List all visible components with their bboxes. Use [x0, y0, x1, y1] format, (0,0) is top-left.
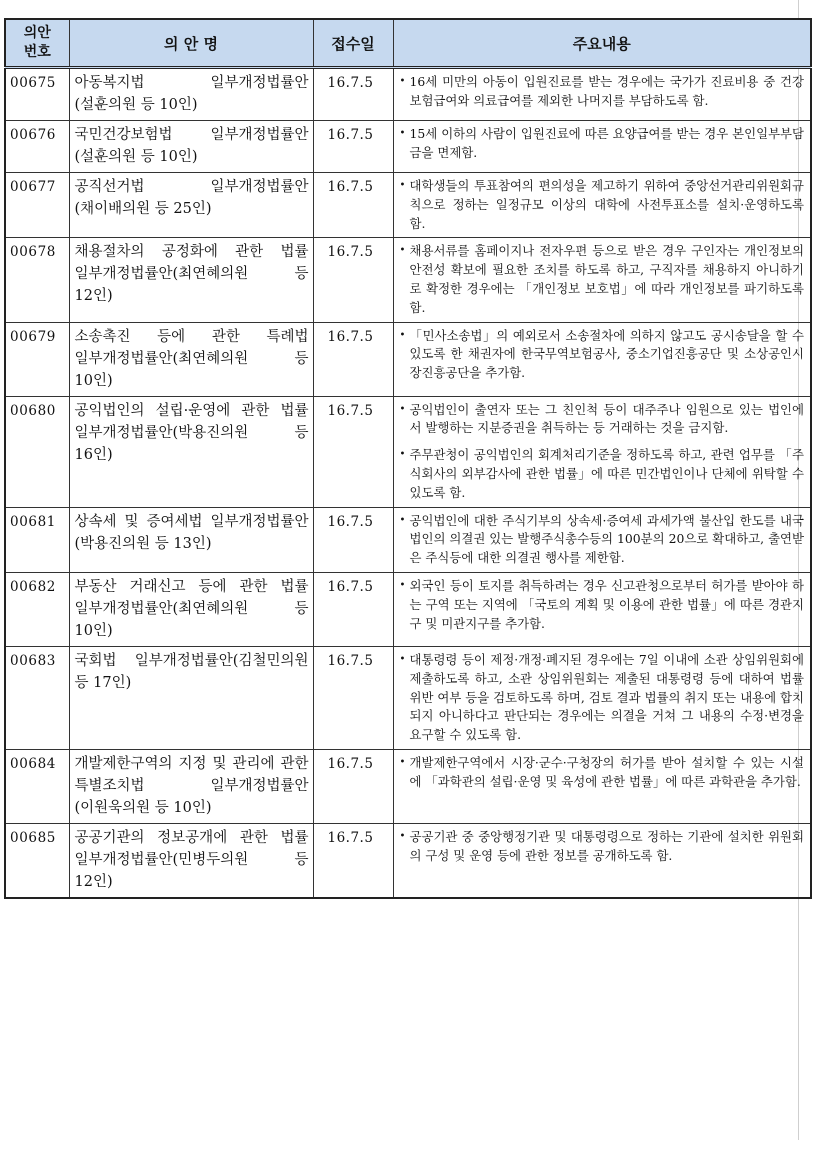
header-row: [5, 19, 811, 68]
content-point-text: 대통령령 등이 제정·개정·폐지된 경우에는 7일 이내에 소관 상임위원회에 제출하도록 하고, 소관 상임위원회는 제출된 대통령령 등에 대하여 법률 위반 여부 등을 검토하도록 하며, 검토 결과 법률의 취지 또는 내용에 합치되지 아니하다고 판단되는 경우에는 의결을 거쳐 그 내용의 수정·변경을 요구할 수 있도록 함.: [409, 651, 804, 743]
bullet-icon: •: [399, 449, 406, 461]
received-date: 16.7.5: [313, 646, 393, 749]
table-row: [5, 823, 811, 898]
header-main-content: 주요내용: [393, 19, 811, 68]
bill-number: 00675: [5, 68, 69, 121]
content-point: [400, 577, 805, 633]
bill-name: 국회법 일부개정법률안(김철민의원 등 17인): [69, 646, 313, 749]
main-content: [393, 238, 811, 322]
bullet-icon: •: [399, 180, 406, 191]
bill-name: 공직선거법 일부개정법률안(채이배의원 등 25인): [69, 173, 313, 238]
bill-number: 00678: [5, 238, 69, 322]
table-row: [5, 646, 811, 749]
received-date: 16.7.5: [313, 823, 393, 898]
content-point: [400, 242, 805, 317]
bill-name: 공익법인의 설립·운영에 관한 법률 일부개정법률안(박용진의원 등 16인): [69, 396, 313, 507]
received-date: 16.7.5: [313, 507, 393, 572]
content-point-text: 외국인 등이 토지를 취득하려는 경우 신고관청으로부터 허가를 받아야 하는 구역 또는 지역에 「국토의 계획 및 이용에 관한 법률」에 따른 경관지구 및 미관지구를 추가함.: [409, 577, 804, 631]
bill-number: 00682: [5, 572, 69, 646]
received-date: 16.7.5: [313, 68, 393, 121]
bullet-icon: •: [399, 403, 406, 415]
bullet-icon: •: [399, 128, 406, 139]
bill-number: 00681: [5, 507, 69, 572]
main-content: [393, 507, 811, 572]
content-point-text: 개발제한구역에서 시장·군수·구청장의 허가를 받아 설치할 수 있는 시설에 「과학관의 설립·운영 및 육성에 관한 법률」에 따른 과학관을 추가함.: [409, 754, 804, 789]
bill-name: 상속세 및 증여세법 일부개정법률안(박용진의원 등 13인): [69, 507, 313, 572]
bullet-icon: •: [399, 329, 406, 341]
bill-number: 00685: [5, 823, 69, 898]
table-row: [5, 238, 811, 322]
received-date: 16.7.5: [313, 396, 393, 507]
bill-name: 소송촉진 등에 관한 특례법 일부개정법률안(최연혜의원 등 10인): [69, 322, 313, 396]
header-bill-number-label: 의안 번호: [23, 25, 51, 60]
table-row: [5, 396, 811, 507]
bill-name: 부동산 거래신고 등에 관한 법률 일부개정법률안(최연혜의원 등 10인): [69, 572, 313, 646]
received-date: 16.7.5: [313, 572, 393, 646]
bill-table: [4, 18, 812, 899]
bill-number: 00680: [5, 396, 69, 507]
header-bill-name: 의 안 명: [69, 19, 313, 68]
content-point-text: 공익법인에 대한 주식기부의 상속세·증여세 과세가액 불산입 한도를 내국법인의 의결권 있는 발행주식총수등의 100분의 20으로 확대하고, 출연받은 주식등에 대한 의결권 행사를 제한함.: [409, 512, 804, 566]
content-point: [400, 177, 805, 233]
bill-rows: [5, 68, 811, 898]
bullet-icon: •: [399, 514, 406, 526]
content-point-text: 채용서류를 홈페이지나 전자우편 등으로 받은 경우 구인자는 개인정보의 안전성 확보에 필요한 조치를 하도록 하고, 구직자를 채용하지 아니하기로 확정한 경우에는 「개인정보 보호법」에 따라 개인정보를 파기하도록 함.: [409, 243, 804, 315]
main-content: [393, 121, 811, 173]
main-content: [393, 823, 811, 898]
bullet-icon: •: [399, 245, 406, 257]
bill-number: 00683: [5, 646, 69, 749]
bullet-icon: •: [399, 76, 406, 87]
bullet-icon: •: [399, 579, 406, 591]
bill-number: 00676: [5, 121, 69, 173]
received-date: 16.7.5: [313, 322, 393, 396]
main-content: [393, 572, 811, 646]
received-date: 16.7.5: [313, 238, 393, 322]
table-row: [5, 68, 811, 121]
table-row: [5, 507, 811, 572]
content-point-text: 16세 미만의 아동이 입원진료를 받는 경우에는 국가가 진료비용 중 건강보험급여와 의료급여를 제외한 나머지를 부담하도록 함.: [409, 74, 804, 108]
bill-number: 00684: [5, 749, 69, 823]
content-point: [400, 125, 805, 163]
bullet-icon: •: [399, 830, 406, 842]
content-point-text: 15세 이하의 사람이 입원진료에 따른 요양급여를 받는 경우 본인일부부담금을 면제함.: [409, 126, 804, 160]
content-point: [400, 446, 805, 502]
received-date: 16.7.5: [313, 121, 393, 173]
bill-name: 아동복지법 일부개정법률안(설훈의원 등 10인): [69, 68, 313, 121]
bill-name: 국민건강보험법 일부개정법률안(설훈의원 등 10인): [69, 121, 313, 173]
table-row: [5, 173, 811, 238]
bullet-icon: •: [399, 756, 406, 768]
content-point: [400, 512, 805, 568]
main-content: [393, 396, 811, 507]
main-content: [393, 173, 811, 238]
main-content: [393, 646, 811, 749]
content-point: [400, 73, 805, 111]
table-row: [5, 322, 811, 396]
bill-name: 개발제한구역의 지정 및 관리에 관한 특별조치법 일부개정법률안(이원욱의원 등 10인): [69, 749, 313, 823]
received-date: 16.7.5: [313, 749, 393, 823]
header-received-date: 접수일: [313, 19, 393, 68]
table-row: [5, 121, 811, 173]
main-content: [393, 68, 811, 121]
main-content: [393, 322, 811, 396]
content-point: [400, 327, 805, 383]
content-point: [400, 754, 805, 792]
content-point-text: 주무관청이 공익법인의 회계처리기준을 정하도록 하고, 관련 업무를 「주식회사의 외부감사에 관한 법률」에 따른 민간법인이나 단체에 위탁할 수 있도록 함.: [409, 447, 804, 500]
table-row: [5, 572, 811, 646]
content-point-text: 대학생들의 투표참여의 편의성을 제고하기 위하여 중앙선거관리위원회규칙으로 정하는 일정규모 이상의 대학에 사전투표소를 설치·운영하도록 함.: [409, 178, 804, 231]
table-row: [5, 749, 811, 823]
content-point-text: 「민사소송법」의 예외로서 소송절차에 의하지 않고도 공시송달을 할 수 있도록 한 채권자에 한국무역보험공사, 중소기업진흥공단 및 소상공인시장진흥공단을 추가함.: [409, 327, 804, 381]
main-content: [393, 749, 811, 823]
header-bill-number: [5, 19, 69, 68]
content-point-text: 공익법인이 출연자 또는 그 친인척 등이 대주주나 임원으로 있는 법인에서 발행하는 지분증권을 취득하는 등 거래하는 것을 금지함.: [409, 401, 804, 436]
bullet-icon: •: [399, 653, 406, 665]
content-point: [400, 651, 805, 745]
bill-number: 00679: [5, 322, 69, 396]
received-date: 16.7.5: [313, 173, 393, 238]
content-point-text: 공공기관 중 중앙행정기관 및 대통령령으로 정하는 기관에 설치한 위원회의 구성 및 운영 등에 관한 정보를 공개하도록 함.: [409, 828, 804, 863]
bill-name: 공공기관의 정보공개에 관한 법률 일부개정법률안(민병두의원 등 12인): [69, 823, 313, 898]
bill-number: 00677: [5, 173, 69, 238]
bill-name: 채용절차의 공정화에 관한 법률 일부개정법률안(최연혜의원 등 12인): [69, 238, 313, 322]
content-point: [400, 828, 805, 866]
content-point: [400, 401, 805, 439]
